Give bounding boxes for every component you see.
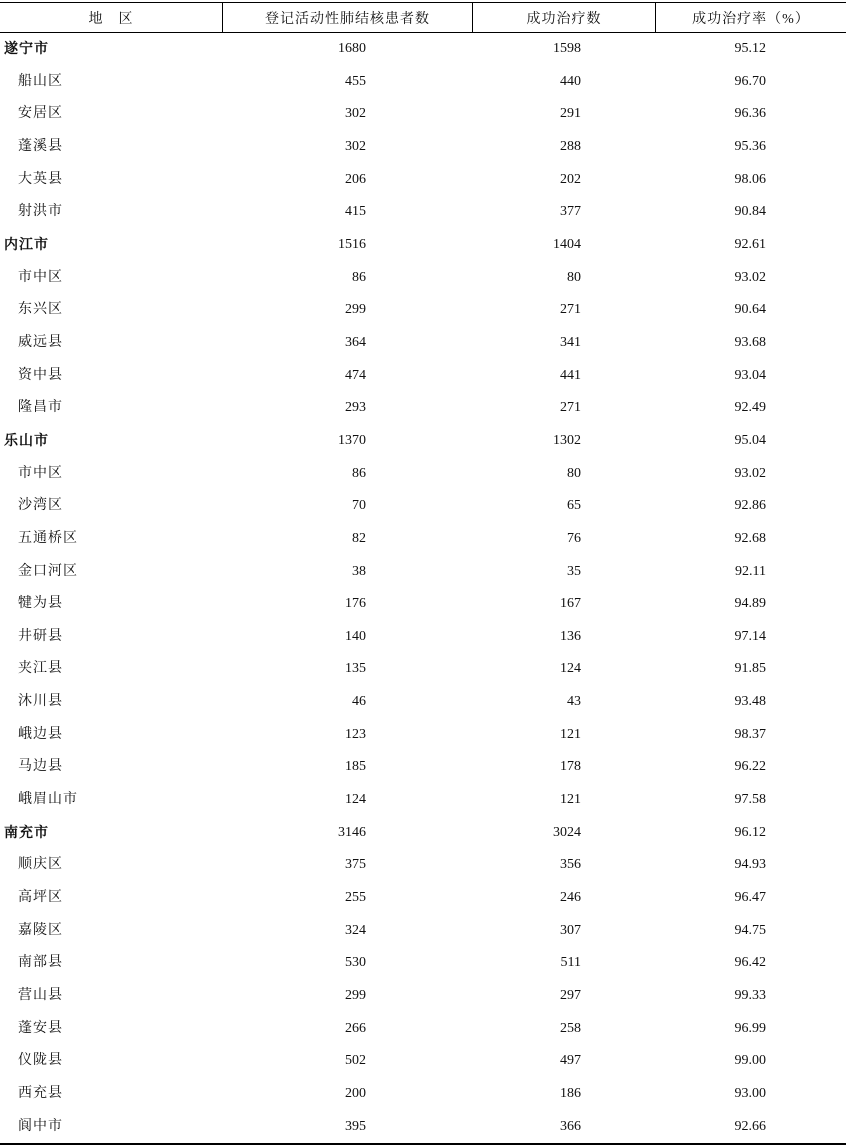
success-count-cell: 167 bbox=[560, 596, 581, 612]
district-row bbox=[0, 653, 846, 686]
district-row bbox=[0, 490, 846, 523]
region-cell: 市中区 bbox=[18, 465, 63, 481]
success-count-cell: 356 bbox=[560, 857, 581, 873]
success-rate-cell: 94.89 bbox=[734, 596, 766, 612]
row-spacer bbox=[766, 392, 846, 425]
registered-count-cell: 140 bbox=[345, 628, 366, 644]
row-spacer bbox=[766, 1078, 846, 1111]
district-row bbox=[0, 556, 846, 589]
district-row bbox=[0, 360, 846, 393]
region-cell: 金口河区 bbox=[18, 563, 78, 579]
success-rate-cell: 92.68 bbox=[734, 530, 766, 546]
success-rate-cell: 95.12 bbox=[734, 41, 766, 56]
region-cell: 阆中市 bbox=[18, 1118, 63, 1134]
success-count-cell: 271 bbox=[560, 400, 581, 416]
registered-count-cell: 299 bbox=[345, 988, 366, 1004]
success-rate-cell: 91.85 bbox=[734, 661, 766, 677]
registered-count-cell: 82 bbox=[352, 530, 366, 546]
region-cell: 隆昌市 bbox=[18, 400, 63, 416]
success-rate-cell: 99.00 bbox=[734, 1053, 766, 1069]
region-cell: 犍为县 bbox=[18, 596, 63, 612]
region-cell: 仪陇县 bbox=[18, 1053, 63, 1069]
success-count-cell: 202 bbox=[560, 171, 581, 187]
region-cell: 峨边县 bbox=[18, 726, 63, 742]
registered-count-cell: 302 bbox=[345, 138, 366, 154]
success-count-cell: 121 bbox=[560, 792, 581, 808]
district-row bbox=[0, 882, 846, 915]
row-spacer bbox=[766, 588, 846, 621]
success-rate-cell: 99.33 bbox=[734, 988, 766, 1004]
district-row bbox=[0, 1111, 846, 1144]
success-count-cell: 1302 bbox=[553, 432, 581, 448]
registered-count-cell: 46 bbox=[352, 694, 366, 710]
header-registered-patients: 登记活动性肺结核患者数 bbox=[222, 3, 472, 32]
success-count-cell: 80 bbox=[567, 269, 581, 285]
district-row bbox=[0, 751, 846, 784]
region-cell: 井研县 bbox=[18, 628, 63, 644]
district-row bbox=[0, 621, 846, 654]
row-spacer bbox=[766, 523, 846, 556]
district-row bbox=[0, 164, 846, 197]
region-cell: 蓬安县 bbox=[18, 1020, 63, 1036]
row-spacer bbox=[766, 360, 846, 393]
registered-count-cell: 375 bbox=[345, 857, 366, 873]
registered-count-cell: 266 bbox=[345, 1020, 366, 1036]
success-count-cell: 377 bbox=[560, 204, 581, 220]
success-count-cell: 511 bbox=[560, 955, 581, 971]
success-count-cell: 497 bbox=[560, 1053, 581, 1069]
district-row bbox=[0, 1013, 846, 1046]
registered-count-cell: 299 bbox=[345, 302, 366, 318]
table-body bbox=[0, 33, 846, 1143]
success-count-cell: 291 bbox=[560, 106, 581, 122]
registered-count-cell: 86 bbox=[352, 465, 366, 481]
registered-count-cell: 502 bbox=[345, 1053, 366, 1069]
success-count-cell: 178 bbox=[560, 759, 581, 775]
district-row bbox=[0, 849, 846, 882]
city-row bbox=[0, 425, 846, 458]
success-count-cell: 288 bbox=[560, 138, 581, 154]
row-spacer bbox=[766, 751, 846, 784]
row-spacer bbox=[766, 1013, 846, 1046]
success-count-cell: 43 bbox=[567, 694, 581, 710]
success-rate-cell: 92.61 bbox=[734, 236, 766, 252]
registered-count-cell: 302 bbox=[345, 106, 366, 122]
success-rate-cell: 96.36 bbox=[734, 106, 766, 122]
row-spacer bbox=[766, 1111, 846, 1144]
region-cell: 沐川县 bbox=[18, 694, 63, 710]
district-row bbox=[0, 66, 846, 99]
district-row bbox=[0, 686, 846, 719]
district-row bbox=[0, 915, 846, 948]
registered-count-cell: 200 bbox=[345, 1086, 366, 1101]
district-row bbox=[0, 196, 846, 229]
success-count-cell: 80 bbox=[567, 465, 581, 481]
district-row bbox=[0, 784, 846, 817]
row-spacer bbox=[766, 98, 846, 131]
success-rate-cell: 93.68 bbox=[734, 334, 766, 350]
success-count-cell: 366 bbox=[560, 1118, 581, 1134]
success-rate-cell: 93.02 bbox=[734, 465, 766, 481]
success-rate-cell: 93.04 bbox=[734, 367, 766, 383]
row-spacer bbox=[766, 458, 846, 491]
registered-count-cell: 1370 bbox=[338, 432, 366, 448]
success-count-cell: 307 bbox=[560, 922, 581, 938]
district-row bbox=[0, 588, 846, 621]
success-rate-cell: 96.70 bbox=[734, 73, 766, 89]
registered-count-cell: 206 bbox=[345, 171, 366, 187]
row-spacer bbox=[766, 556, 846, 589]
row-spacer bbox=[766, 33, 846, 66]
registered-count-cell: 474 bbox=[345, 367, 366, 383]
row-spacer bbox=[766, 131, 846, 164]
region-cell: 蓬溪县 bbox=[18, 138, 63, 154]
registered-count-cell: 395 bbox=[345, 1118, 366, 1134]
success-count-cell: 3024 bbox=[553, 824, 581, 840]
success-count-cell: 441 bbox=[560, 367, 581, 383]
success-count-cell: 35 bbox=[567, 563, 581, 579]
success-count-cell: 440 bbox=[560, 73, 581, 89]
success-count-cell: 246 bbox=[560, 890, 581, 906]
row-spacer bbox=[766, 490, 846, 523]
registered-count-cell: 123 bbox=[345, 726, 366, 742]
row-spacer bbox=[766, 882, 846, 915]
success-count-cell: 186 bbox=[560, 1086, 581, 1101]
registered-count-cell: 185 bbox=[345, 759, 366, 775]
success-rate-cell: 93.02 bbox=[734, 269, 766, 285]
district-row bbox=[0, 327, 846, 360]
registered-count-cell: 364 bbox=[345, 334, 366, 350]
row-spacer bbox=[766, 425, 846, 458]
registered-count-cell: 455 bbox=[345, 73, 366, 89]
city-row bbox=[0, 817, 846, 850]
success-rate-cell: 98.06 bbox=[734, 171, 766, 187]
registered-count-cell: 124 bbox=[345, 792, 366, 808]
row-spacer bbox=[766, 980, 846, 1013]
row-spacer bbox=[766, 164, 846, 197]
success-rate-cell: 94.93 bbox=[734, 857, 766, 873]
row-spacer bbox=[766, 327, 846, 360]
registered-count-cell: 3146 bbox=[338, 824, 366, 840]
district-row bbox=[0, 980, 846, 1013]
table-header bbox=[0, 2, 846, 33]
region-cell: 射洪市 bbox=[18, 204, 63, 220]
success-rate-cell: 90.84 bbox=[734, 204, 766, 220]
registered-count-cell: 86 bbox=[352, 269, 366, 285]
row-spacer bbox=[766, 686, 846, 719]
registered-count-cell: 135 bbox=[345, 661, 366, 677]
success-rate-cell: 93.00 bbox=[734, 1086, 766, 1101]
row-spacer bbox=[766, 1045, 846, 1078]
success-count-cell: 258 bbox=[560, 1020, 581, 1036]
row-spacer bbox=[766, 196, 846, 229]
region-cell: 西充县 bbox=[18, 1086, 63, 1101]
success-count-cell: 65 bbox=[567, 498, 581, 514]
district-row bbox=[0, 458, 846, 491]
district-row bbox=[0, 1045, 846, 1078]
region-cell: 高坪区 bbox=[18, 890, 63, 906]
region-cell: 市中区 bbox=[18, 269, 63, 285]
district-row bbox=[0, 98, 846, 131]
success-rate-cell: 92.11 bbox=[735, 563, 766, 579]
success-rate-cell: 96.47 bbox=[734, 890, 766, 906]
success-count-cell: 297 bbox=[560, 988, 581, 1004]
success-rate-cell: 96.99 bbox=[734, 1020, 766, 1036]
success-rate-cell: 93.48 bbox=[734, 694, 766, 710]
success-count-cell: 341 bbox=[560, 334, 581, 350]
region-cell: 乐山市 bbox=[4, 432, 49, 449]
district-row bbox=[0, 719, 846, 752]
success-count-cell: 1404 bbox=[553, 236, 581, 252]
table-bottom-rule bbox=[0, 1143, 846, 1145]
region-cell: 安居区 bbox=[18, 106, 63, 122]
row-spacer bbox=[766, 66, 846, 99]
region-cell: 马边县 bbox=[18, 759, 63, 775]
success-rate-cell: 97.14 bbox=[734, 628, 766, 644]
success-count-cell: 121 bbox=[560, 726, 581, 742]
success-rate-cell: 97.58 bbox=[734, 792, 766, 808]
row-spacer bbox=[766, 719, 846, 752]
registered-count-cell: 324 bbox=[345, 922, 366, 938]
success-count-cell: 136 bbox=[560, 628, 581, 644]
row-spacer bbox=[766, 262, 846, 295]
region-cell: 南充市 bbox=[4, 824, 49, 841]
region-cell: 船山区 bbox=[18, 73, 63, 89]
region-cell: 五通桥区 bbox=[18, 530, 78, 546]
region-cell: 东兴区 bbox=[18, 302, 63, 318]
region-cell: 资中县 bbox=[18, 367, 63, 383]
success-rate-cell: 95.36 bbox=[734, 138, 766, 154]
row-spacer bbox=[766, 653, 846, 686]
row-spacer bbox=[766, 849, 846, 882]
registered-count-cell: 70 bbox=[352, 498, 366, 514]
header-success-count: 成功治疗数 bbox=[472, 3, 655, 32]
row-spacer bbox=[766, 784, 846, 817]
success-count-cell: 124 bbox=[560, 661, 581, 677]
header-success-rate: 成功治疗率（%） bbox=[655, 3, 846, 32]
success-rate-cell: 92.86 bbox=[734, 498, 766, 514]
registered-count-cell: 38 bbox=[352, 563, 366, 579]
district-row bbox=[0, 392, 846, 425]
row-spacer bbox=[766, 621, 846, 654]
success-rate-cell: 92.49 bbox=[734, 400, 766, 416]
region-cell: 峨眉山市 bbox=[18, 792, 78, 808]
city-row bbox=[0, 229, 846, 262]
success-rate-cell: 96.22 bbox=[734, 759, 766, 775]
success-rate-cell: 98.37 bbox=[734, 726, 766, 742]
success-rate-cell: 96.12 bbox=[734, 824, 766, 840]
region-cell: 南部县 bbox=[18, 955, 63, 971]
header-region: 地 区 bbox=[88, 11, 134, 27]
registered-count-cell: 1516 bbox=[338, 236, 366, 252]
success-count-cell: 1598 bbox=[553, 41, 581, 56]
city-row bbox=[0, 33, 846, 66]
region-cell: 营山县 bbox=[18, 988, 63, 1004]
region-cell: 顺庆区 bbox=[18, 857, 63, 873]
district-row bbox=[0, 131, 846, 164]
region-cell: 沙湾区 bbox=[18, 498, 63, 514]
registered-count-cell: 255 bbox=[345, 890, 366, 906]
region-cell: 威远县 bbox=[18, 334, 63, 350]
success-count-cell: 271 bbox=[560, 302, 581, 318]
region-cell: 内江市 bbox=[4, 236, 49, 253]
district-row bbox=[0, 947, 846, 980]
district-row bbox=[0, 294, 846, 327]
region-cell: 嘉陵区 bbox=[18, 922, 63, 938]
row-spacer bbox=[766, 915, 846, 948]
registered-count-cell: 415 bbox=[345, 204, 366, 220]
success-rate-cell: 92.66 bbox=[734, 1118, 766, 1134]
region-cell: 遂宁市 bbox=[4, 41, 49, 57]
row-spacer bbox=[766, 947, 846, 980]
success-rate-cell: 90.64 bbox=[734, 302, 766, 318]
success-rate-cell: 95.04 bbox=[734, 432, 766, 448]
region-cell: 夹江县 bbox=[18, 661, 63, 677]
row-spacer bbox=[766, 229, 846, 262]
district-row bbox=[0, 262, 846, 295]
region-cell: 大英县 bbox=[18, 171, 63, 187]
registered-count-cell: 1680 bbox=[338, 41, 366, 56]
registered-count-cell: 530 bbox=[345, 955, 366, 971]
registered-count-cell: 176 bbox=[345, 596, 366, 612]
district-row bbox=[0, 1078, 846, 1111]
registered-count-cell: 293 bbox=[345, 400, 366, 416]
row-spacer bbox=[766, 817, 846, 850]
district-row bbox=[0, 523, 846, 556]
success-count-cell: 76 bbox=[567, 530, 581, 546]
success-rate-cell: 96.42 bbox=[734, 955, 766, 971]
success-rate-cell: 94.75 bbox=[734, 922, 766, 938]
row-spacer bbox=[766, 294, 846, 327]
